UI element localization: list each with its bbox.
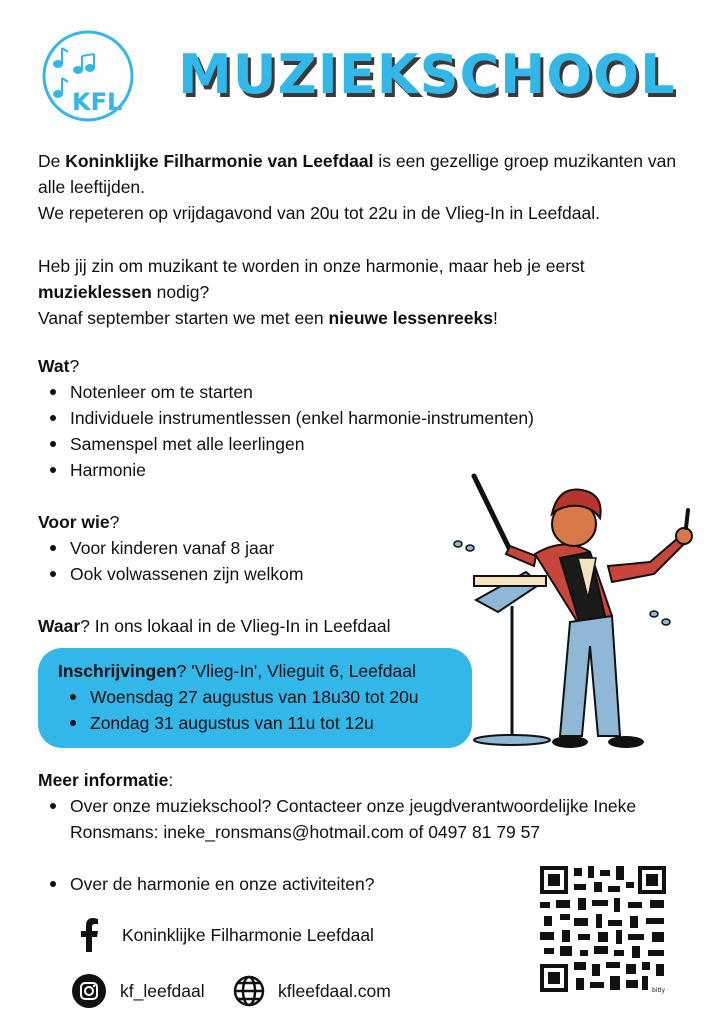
logo-text: KFL (72, 88, 123, 116)
list-item: Individuele instrumentlessen (enkel harmonie-instrumenten) (38, 405, 534, 431)
invite-post: nodig? (151, 282, 210, 302)
list-item: Notenleer om te starten (38, 379, 534, 405)
waar-label: Waar (38, 616, 81, 636)
globe-icon[interactable] (232, 974, 266, 1008)
website-link[interactable]: kfleefdaal.com (278, 981, 391, 1001)
conductor-illustration (440, 466, 722, 762)
wat-label: Wat (38, 356, 70, 376)
voor-wie-label: Voor wie (38, 512, 110, 532)
waar-line (38, 613, 391, 639)
kfl-logo (34, 28, 142, 124)
list-item: Over de harmonie en onze activiteiten? (38, 871, 374, 897)
list-item: Samenspel met alle leerlingen (38, 431, 534, 457)
waar-text: ? In ons lokaal in de Vlieg-In in Leefdaal (80, 616, 391, 636)
invite-pre: Heb jij zin om muzikant te worden in onze harmonie, maar heb je eerst (38, 256, 585, 276)
intro-paragraph (38, 148, 688, 226)
registration-address: ? 'Vlieg-In', Vlieguit 6, Leefdaal (176, 661, 416, 681)
meer-info-list-1 (38, 793, 678, 845)
instagram-link[interactable]: kf_leefdaal (120, 981, 205, 1001)
instagram-icon[interactable] (72, 974, 106, 1008)
invite-paragraph (38, 253, 688, 331)
registration-heading (58, 658, 416, 684)
list-item: Over onze muziekschool? Contacteer onze jeugdverantwoordelijke Ineke Ronsmans: ineke_ronsmans@hotmail.com of 0497 81 79 57 (38, 793, 678, 845)
voor-wie-q: ? (109, 512, 120, 532)
registration-box (38, 648, 472, 748)
list-item: Harmonie (38, 457, 534, 483)
wat-heading (38, 353, 79, 379)
qr-caption: bitly (652, 987, 666, 994)
intro-rehearsal: We repeteren op vrijdagavond van 20u tot 22u in de Vlieg-In in Leefdaal. (38, 203, 601, 223)
list-item: Zondag 31 augustus van 11u tot 12u (58, 710, 419, 736)
meer-info-list-2 (38, 871, 374, 897)
intro-pre: De (38, 151, 66, 171)
registration-dates (58, 684, 419, 736)
qr-code[interactable] (538, 864, 668, 994)
intro-post: is een gezellige groep muzikanten van alle leeftijden. (38, 151, 677, 197)
invite-bold-lessons: muzieklessen (38, 282, 152, 302)
voor-wie-heading (38, 509, 119, 535)
wat-q: ? (69, 356, 80, 376)
registration-label: Inschrijvingen (58, 661, 177, 681)
list-item: Voor kinderen vanaf 8 jaar (38, 535, 303, 561)
meer-info-label: Meer informatie (38, 770, 169, 790)
facebook-icon[interactable] (78, 918, 100, 952)
intro-org-name: Koninklijke Filharmonie van Leefdaal (65, 151, 374, 171)
meer-info-colon: : (168, 770, 174, 790)
page-title: MUZIEKSCHOOL (178, 43, 676, 106)
voor-wie-list (38, 535, 303, 587)
invite-series-pre: Vanaf september starten we met een (38, 308, 329, 328)
meer-info-heading (38, 767, 173, 793)
invite-series-bold: nieuwe lessenreeks (328, 308, 493, 328)
list-item: Ook volwassenen zijn welkom (38, 561, 303, 587)
facebook-link[interactable]: Koninklijke Filharmonie Leefdaal (122, 925, 374, 945)
invite-series-post: ! (492, 308, 498, 328)
list-item: Woensdag 27 augustus van 18u30 tot 20u (58, 684, 419, 710)
